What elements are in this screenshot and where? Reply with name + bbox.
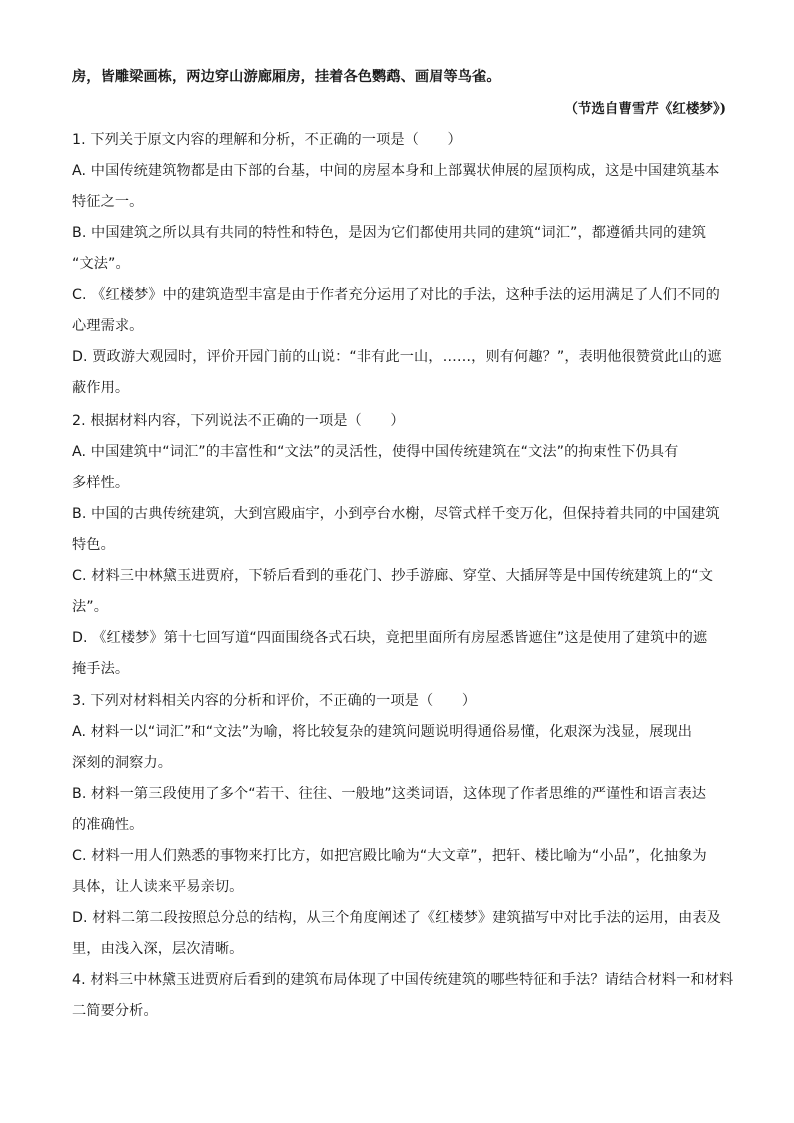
question-3-option-a-line: 深刻的洞察力。: [72, 755, 173, 771]
question-3-option-a-line: A. 材料一以“词汇”和“文法”为喻，将比较复杂的建筑问题说明得通俗易懂，化艰深为浅显，展现出: [72, 724, 693, 740]
question-1-option-c-line: C. 《红楼梦》中的建筑造型丰富是由于作者充分运用了对比的手法，这种手法的运用满足了人们不同的: [72, 287, 720, 303]
question-2-option-a-line: 多样性。: [72, 475, 130, 491]
passage-source: （节选自曹雪芹《红楼梦》): [564, 101, 726, 117]
question-1-option-b-line: “文法”。: [72, 256, 130, 272]
question-3-stem-line: 3. 下列对材料相关内容的分析和评价，不正确的一项是（ ）: [72, 693, 477, 709]
question-2-stem-line: 2. 根据材料内容，下列说法不正确的一项是（ ）: [72, 413, 405, 429]
question-3-option-b-line: 的准确性。: [72, 817, 144, 833]
passage-tail-text: 房，皆雕梁画栋，两边穿山游廊厢房，挂着各色鹦鹉、画眉等鸟雀。: [72, 69, 501, 85]
question-1-option-b-line: B. 中国建筑之所以具有共同的特性和特色，是因为它们都使用共同的建筑“词汇”，都遵循共同的建筑: [72, 225, 707, 241]
question-3-option-c-line: 具体，让人读来平易亲切。: [72, 879, 244, 895]
question-2-option-d-line: D. 《红楼梦》第十七回写道“四面围绕各式石块，竟把里面所有房屋悉皆遮住”这是使用了建筑中的遮: [72, 630, 708, 646]
question-1-option-c-line: 心理需求。: [72, 318, 144, 334]
question-1-option-a-line: 特征之一。: [72, 194, 144, 210]
question-1-option-d-line: D. 贾政游大观园时，评价开园门前的山说：“非有此一山，……，则有何趣？”，表明他很赞赏此山的遮: [72, 349, 722, 365]
question-4-stem-line: 4. 材料三中林黛玉进贾府后看到的建筑布局体现了中国传统建筑的哪些特征和手法？请结合材料一和材料: [72, 972, 734, 988]
question-2-option-d-line: 掩手法。: [72, 661, 130, 677]
question-2-option-c-line: 法”。: [72, 599, 109, 615]
question-2-option-b-line: 特色。: [72, 537, 115, 553]
question-2-option-b-line: B. 中国的古典传统建筑，大到宫殿庙宇，小到亭台水榭，尽管式样千变万化，但保持着共同的中国建筑: [72, 506, 720, 522]
question-3-option-c-line: C. 材料一用人们熟悉的事物来打比方，如把宫殿比喻为“大文章”，把轩、楼比喻为“小品”，化抽象为: [72, 848, 707, 864]
question-3-option-d-line: 里，由浅入深，层次清晰。: [72, 941, 244, 957]
question-1-stem-line: 1. 下列关于原文内容的理解和分析，不正确的一项是（ ）: [72, 132, 462, 148]
question-2-option-a-line: A. 中国建筑中“词汇”的丰富性和“文法”的灵活性，使得中国传统建筑在“文法”的拘束性下仍具有: [72, 444, 679, 460]
question-2-option-c-line: C. 材料三中林黛玉进贾府，下轿后看到的垂花门、抄手游廊、穿堂、大插屏等是中国传统建筑上的“文: [72, 568, 714, 584]
question-3-option-d-line: D. 材料二第二段按照总分总的结构，从三个角度阐述了《红楼梦》建筑描写中对比手法的运用，由表及: [72, 910, 721, 926]
question-3-option-b-line: B. 材料一第三段使用了多个“若干、往往、一般地”这类词语，这体现了作者思维的严谨性和语言表达: [72, 786, 707, 802]
question-1-option-a-line: A. 中国传统建筑物都是由下部的台基，中间的房屋本身和上部翼状伸展的屋顶构成，这是中国建筑基本: [72, 163, 720, 179]
question-4-stem-line: 二简要分析。: [72, 1003, 158, 1019]
question-1-option-d-line: 蔽作用。: [72, 380, 130, 396]
